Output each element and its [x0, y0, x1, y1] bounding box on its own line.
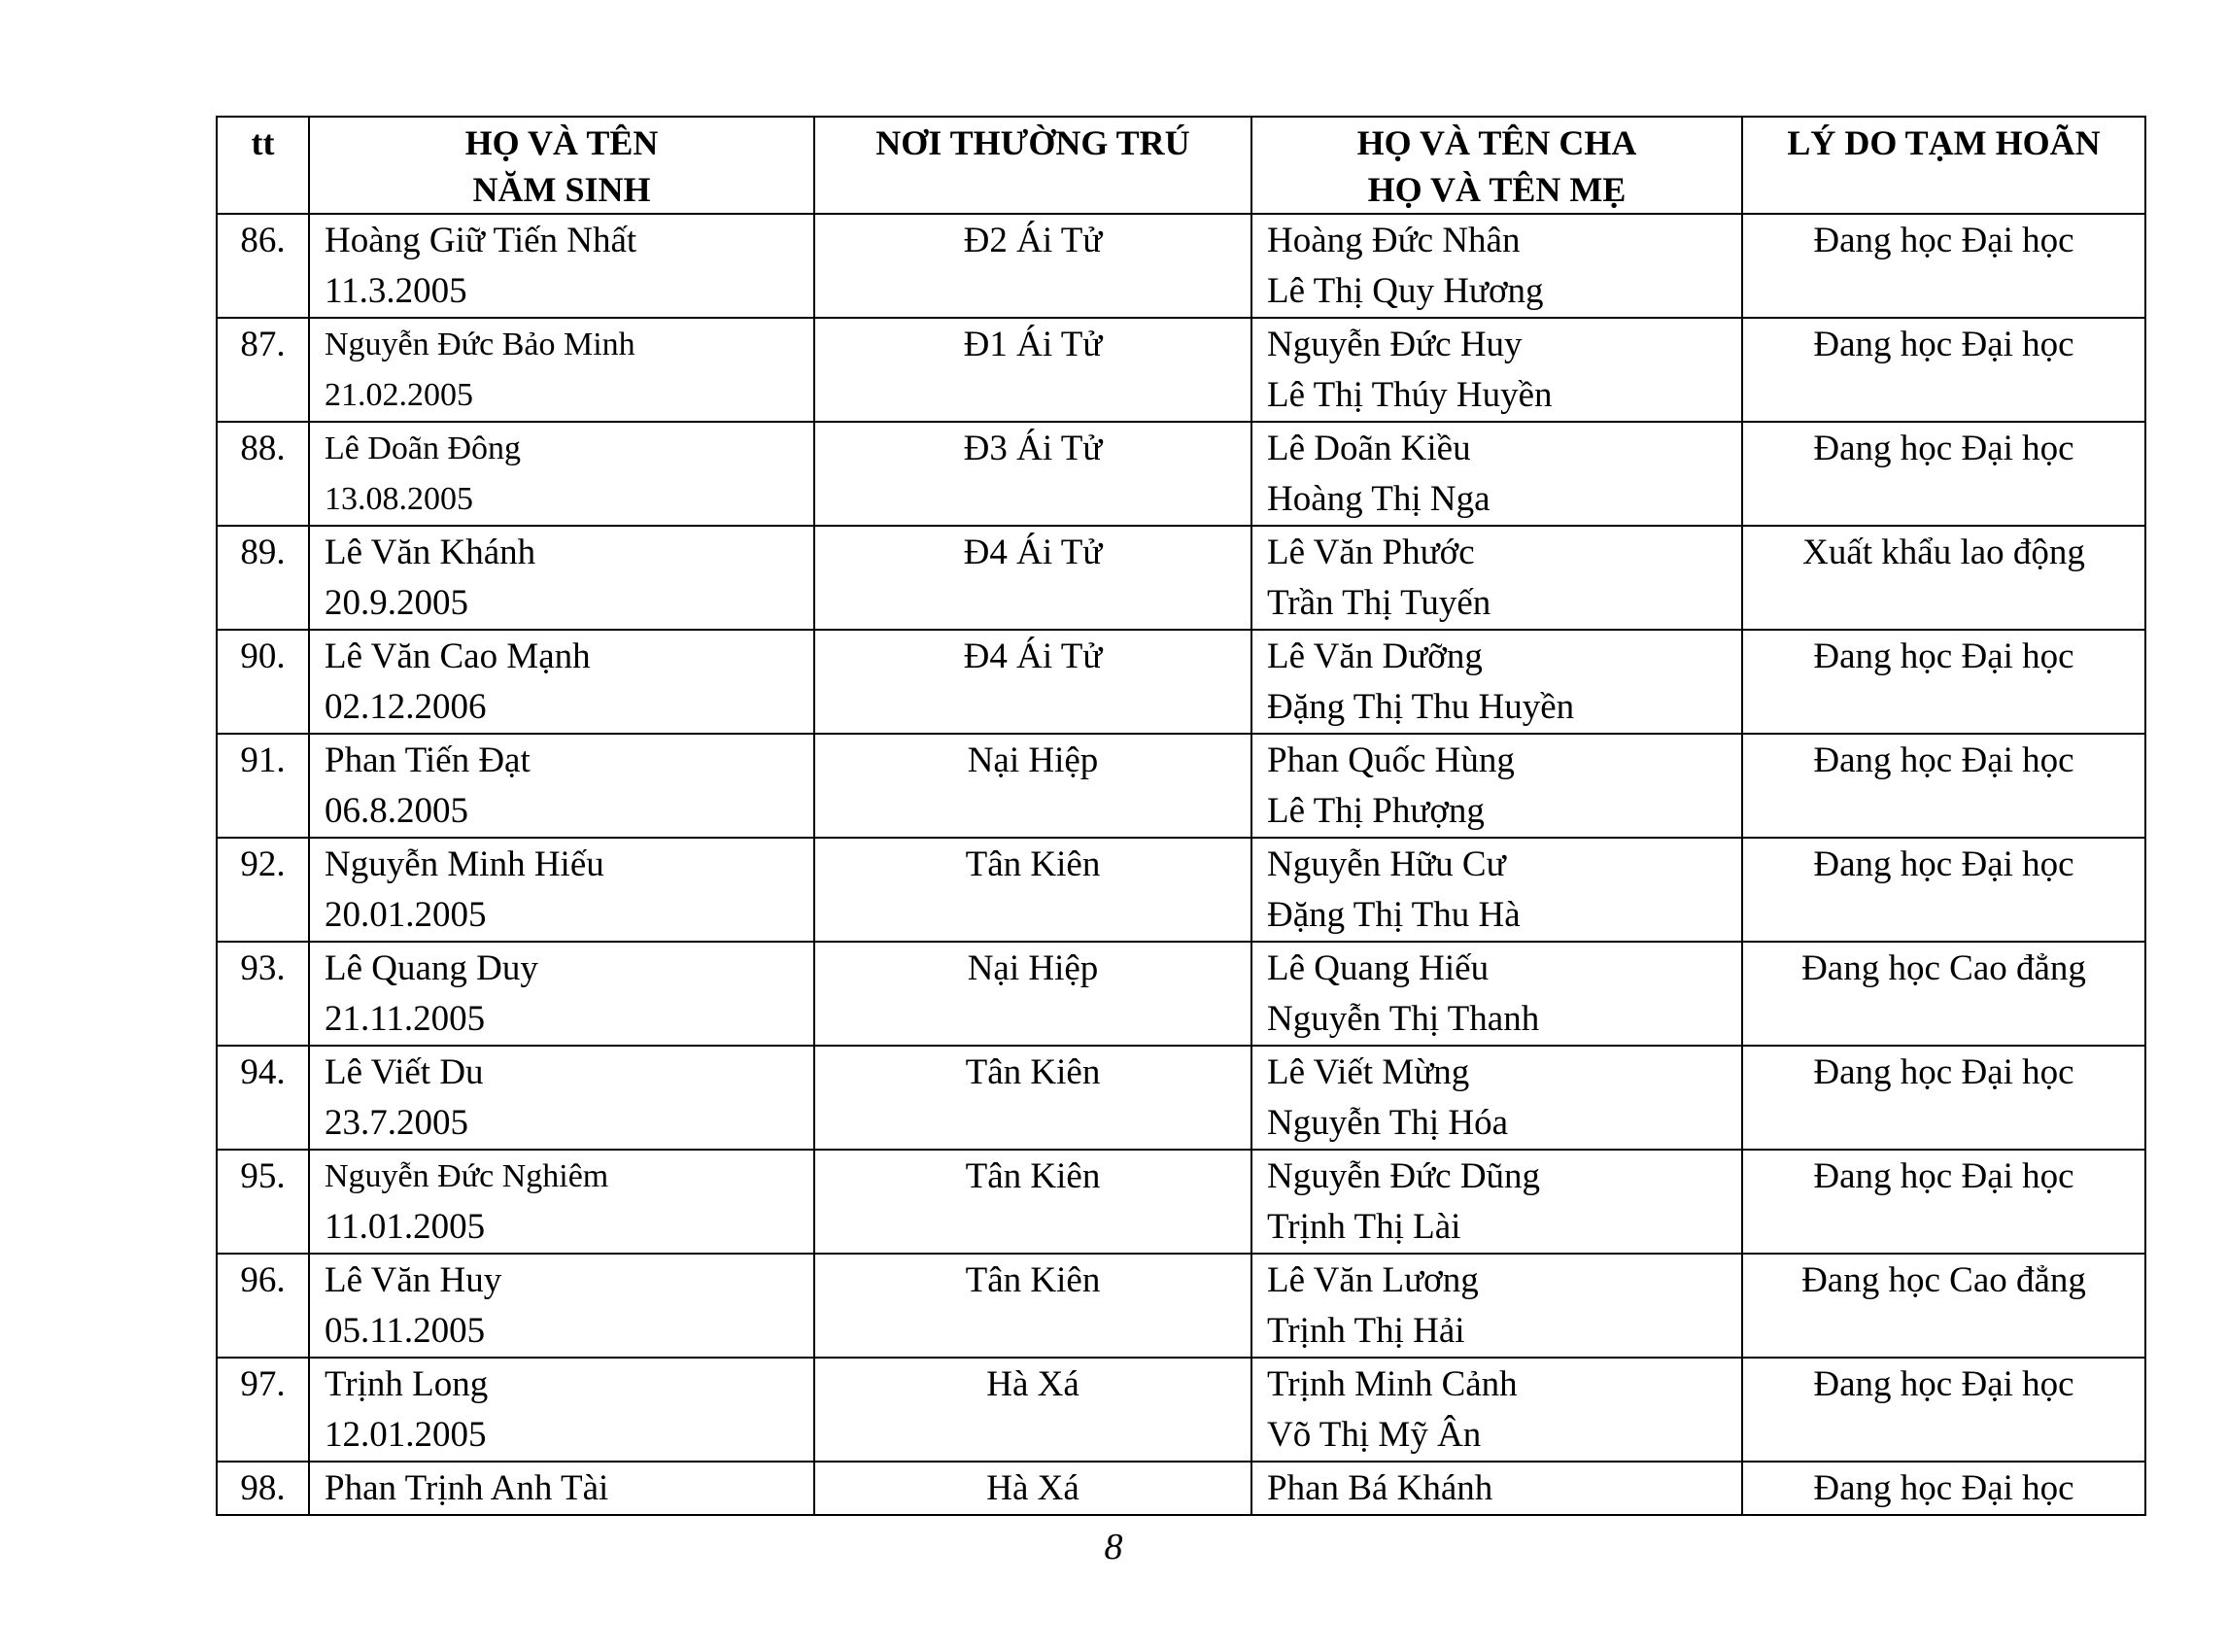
father-name: Trịnh Minh Cảnh: [1267, 1364, 1518, 1404]
residence: Đ2 Ái Tử: [814, 214, 1251, 318]
table-row: [217, 1150, 2145, 1254]
deferment-reason: Đang học Đại học: [1742, 1462, 2145, 1515]
deferment-reason: Đang học Cao đẳng: [1742, 942, 2145, 1046]
birth-date: 21.02.2005: [325, 377, 473, 413]
parents-cell: [1251, 630, 1742, 734]
row-number: 88.: [217, 422, 309, 526]
residence: Tân Kiên: [814, 1150, 1251, 1254]
row-number: 92.: [217, 838, 309, 942]
father-name: Nguyễn Đức Dũng: [1267, 1156, 1541, 1196]
person-name: Lê Văn Cao Mạnh: [325, 637, 591, 676]
father-name: Lê Văn Phước: [1267, 533, 1475, 572]
person-name: Lê Viết Du: [325, 1052, 484, 1092]
name-cell: [309, 1358, 814, 1462]
person-name: Hoàng Giữ Tiến Nhất: [325, 221, 637, 260]
person-name: Nguyễn Đức Nghiêm: [325, 1158, 609, 1194]
page-number: 8: [1104, 1527, 1123, 1567]
person-name: Lê Văn Khánh: [325, 533, 536, 572]
table-row: [217, 422, 2145, 526]
residence: Tân Kiên: [814, 1046, 1251, 1150]
header-name: [309, 117, 814, 214]
mother-name: Trịnh Thị Lài: [1267, 1207, 1461, 1247]
row-number: 94.: [217, 1046, 309, 1150]
table-row: [217, 1254, 2145, 1358]
father-name: Nguyễn Hữu Cư: [1267, 844, 1506, 884]
father-name: Phan Quốc Hùng: [1267, 740, 1515, 780]
father-name: Phan Bá Khánh: [1267, 1468, 1493, 1508]
birth-date: 20.01.2005: [325, 895, 487, 935]
header-reason-label: LÝ DO TẠM HOÃN: [1787, 123, 2101, 162]
residence: Đ4 Ái Tử: [814, 630, 1251, 734]
deferment-table: [216, 116, 2146, 1516]
name-cell: [309, 942, 814, 1046]
name-cell: [309, 1462, 814, 1515]
mother-name: Lê Thị Thúy Huyền: [1267, 375, 1553, 415]
residence: Tân Kiên: [814, 1254, 1251, 1358]
deferment-reason: Đang học Đại học: [1742, 1046, 2145, 1150]
parents-cell: [1251, 1254, 1742, 1358]
mother-name: Hoàng Thị Nga: [1267, 479, 1490, 519]
header-name-line2: NĂM SINH: [472, 170, 651, 209]
birth-date: 02.12.2006: [325, 687, 487, 727]
table-row: [217, 838, 2145, 942]
table-row: [217, 1462, 2145, 1515]
parents-cell: [1251, 1358, 1742, 1462]
row-number: 93.: [217, 942, 309, 1046]
residence: Đ1 Ái Tử: [814, 318, 1251, 422]
row-number: 90.: [217, 630, 309, 734]
name-cell: [309, 318, 814, 422]
residence: Nại Hiệp: [814, 942, 1251, 1046]
parents-cell: [1251, 1046, 1742, 1150]
table-row: [217, 526, 2145, 630]
name-cell: [309, 422, 814, 526]
deferment-reason: Đang học Đại học: [1742, 214, 2145, 318]
row-number: 96.: [217, 1254, 309, 1358]
residence: Đ4 Ái Tử: [814, 526, 1251, 630]
parents-cell: [1251, 734, 1742, 838]
birth-date: 13.08.2005: [325, 481, 473, 517]
birth-date: 20.9.2005: [325, 583, 468, 623]
table-row: [217, 942, 2145, 1046]
mother-name: Nguyễn Thị Hóa: [1267, 1103, 1508, 1143]
deferment-reason: Đang học Đại học: [1742, 422, 2145, 526]
mother-name: Võ Thị Mỹ Ân: [1267, 1415, 1482, 1455]
row-number: 89.: [217, 526, 309, 630]
person-name: Lê Doãn Đông: [325, 430, 522, 466]
name-cell: [309, 734, 814, 838]
parents-cell: [1251, 422, 1742, 526]
header-parents: [1251, 117, 1742, 214]
header-place-label: NƠI THƯỜNG TRÚ: [875, 123, 1190, 162]
table-row: [217, 1046, 2145, 1150]
residence: Hà Xá: [814, 1462, 1251, 1515]
parents-cell: [1251, 838, 1742, 942]
header-row: [217, 117, 2145, 214]
father-name: Lê Doãn Kiều: [1267, 429, 1471, 468]
mother-name: Trần Thị Tuyến: [1267, 583, 1491, 623]
parents-cell: [1251, 1462, 1742, 1515]
header-reason: [1742, 117, 2145, 214]
header-place: [814, 117, 1251, 214]
table-header: [217, 117, 2145, 214]
birth-date: 21.11.2005: [325, 999, 486, 1039]
deferment-reason: Đang học Đại học: [1742, 1150, 2145, 1254]
header-name-line1: HỌ VÀ TÊN: [464, 123, 659, 162]
parents-cell: [1251, 1150, 1742, 1254]
father-name: Lê Viết Mừng: [1267, 1052, 1470, 1092]
father-name: Hoàng Đức Nhân: [1267, 221, 1521, 260]
birth-date: 11.01.2005: [325, 1207, 486, 1247]
parents-cell: [1251, 526, 1742, 630]
header-tt-label: tt: [251, 123, 275, 162]
row-number: 86.: [217, 214, 309, 318]
parents-cell: [1251, 942, 1742, 1046]
residence: Đ3 Ái Tử: [814, 422, 1251, 526]
deferment-reason: Đang học Đại học: [1742, 838, 2145, 942]
person-name: Lê Quang Duy: [325, 948, 538, 988]
person-name: Phan Trịnh Anh Tài: [325, 1468, 609, 1508]
residence: Tân Kiên: [814, 838, 1251, 942]
person-name: Trịnh Long: [325, 1364, 489, 1404]
table-row: [217, 1358, 2145, 1462]
name-cell: [309, 630, 814, 734]
row-number: 87.: [217, 318, 309, 422]
name-cell: [309, 838, 814, 942]
mother-name: Đặng Thị Thu Hà: [1267, 895, 1521, 935]
person-name: Nguyễn Minh Hiếu: [325, 844, 604, 884]
residence: Hà Xá: [814, 1358, 1251, 1462]
birth-date: 11.3.2005: [325, 271, 467, 311]
mother-name: Trịnh Thị Hải: [1267, 1311, 1465, 1351]
mother-name: Lê Thị Phượng: [1267, 791, 1485, 831]
table-row: [217, 734, 2145, 838]
deferment-reason: Đang học Cao đẳng: [1742, 1254, 2145, 1358]
person-name: Nguyễn Đức Bảo Minh: [325, 327, 635, 362]
row-number: 98.: [217, 1462, 309, 1515]
father-name: Lê Văn Dưỡng: [1267, 637, 1483, 676]
table-row: [217, 318, 2145, 422]
deferment-reason: Đang học Đại học: [1742, 734, 2145, 838]
row-number: 97.: [217, 1358, 309, 1462]
father-name: Lê Quang Hiếu: [1267, 948, 1490, 988]
birth-date: 05.11.2005: [325, 1311, 486, 1351]
parents-cell: [1251, 214, 1742, 318]
deferment-reason: Đang học Đại học: [1742, 630, 2145, 734]
table-row: [217, 630, 2145, 734]
mother-name: Đặng Thị Thu Huyền: [1267, 687, 1575, 727]
birth-date: 12.01.2005: [325, 1415, 487, 1455]
name-cell: [309, 526, 814, 630]
header-tt: [217, 117, 309, 214]
deferment-reason: Đang học Đại học: [1742, 318, 2145, 422]
name-cell: [309, 1150, 814, 1254]
person-name: Lê Văn Huy: [325, 1260, 502, 1300]
deferment-reason: Đang học Đại học: [1742, 1358, 2145, 1462]
birth-date: 23.7.2005: [325, 1103, 468, 1143]
mother-name: Nguyễn Thị Thanh: [1267, 999, 1540, 1039]
name-cell: [309, 214, 814, 318]
row-number: 95.: [217, 1150, 309, 1254]
table-body: [217, 214, 2145, 1515]
person-name: Phan Tiến Đạt: [325, 740, 531, 780]
table-row: [217, 214, 2145, 318]
header-parents-line2: HỌ VÀ TÊN MẸ: [1367, 170, 1627, 209]
residence: Nại Hiệp: [814, 734, 1251, 838]
mother-name: Lê Thị Quy Hương: [1267, 271, 1544, 311]
deferment-reason: Xuất khẩu lao động: [1742, 526, 2145, 630]
row-number: 91.: [217, 734, 309, 838]
birth-date: 06.8.2005: [325, 791, 468, 831]
name-cell: [309, 1046, 814, 1150]
header-parents-line1: HỌ VÀ TÊN CHA: [1356, 123, 1637, 162]
parents-cell: [1251, 318, 1742, 422]
father-name: Nguyễn Đức Huy: [1267, 325, 1523, 364]
name-cell: [309, 1254, 814, 1358]
father-name: Lê Văn Lương: [1267, 1260, 1479, 1300]
